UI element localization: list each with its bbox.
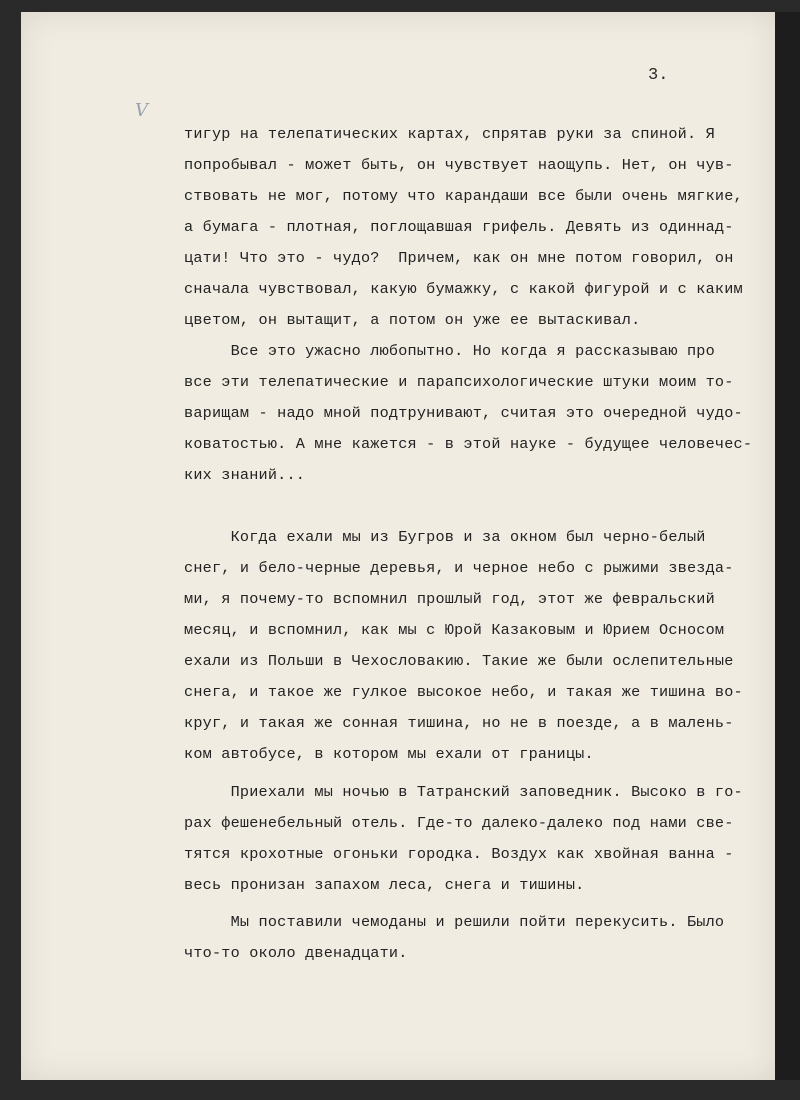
text-line: Все это ужасно любопытно. Но когда я рассказываю про [184,342,715,360]
text-line: Мы поставили чемоданы и решили пойти перекусить. Было [184,913,725,931]
text-line: все эти телепатические и парапсихологические штуки моим то- [184,373,734,391]
text-line: ких знаний... [184,466,306,484]
text-line: цати! Что это - чудо? Причем, как он мне потом говорил, он [184,249,734,267]
text-line: сначала чувствовал, какую бумажку, с какой фигурой и с каким [184,280,743,298]
text-line: снег, и бело-черные деревья, и черное небо с рыжими звезда- [184,559,734,577]
text-line: круг, и такая же сонная тишина, но не в поезде, а в малень- [184,714,734,732]
text-line: попробывал - может быть, он чувствует наощупь. Нет, он чув- [184,156,734,174]
text-line: весь пронизан запахом леса, снега и тишины. [184,876,585,894]
text-line: тятся крохотные огоньки городка. Воздух как хвойная ванна - [184,845,734,863]
page-number: 3. [648,66,669,85]
text-line: ми, я почему-то вспомнил прошлый год, этот же февральский [184,590,715,608]
text-line: месяц, и вспомнил, как мы с Юрой Казаковым и Юрием Осносом [184,621,725,639]
text-line: что-то около двенадцати. [184,944,408,962]
margin-check-mark: V [135,100,148,121]
text-line: Приехали мы ночью в Татранский заповедник. Высоко в го- [184,783,743,801]
scan-border [775,12,800,1080]
text-line: Когда ехали мы из Бугров и за окном был черно-белый [184,528,706,546]
text-line: ком автобусе, в котором мы ехали от границы. [184,745,594,763]
text-line: тигур на телепатических картах, спрятав руки за спиной. Я [184,125,715,143]
text-line: цветом, он вытащит, а потом он уже ее вытаскивал. [184,311,641,329]
text-line: ствовать не мог, потому что карандаши все были очень мягкие, [184,187,743,205]
text-line: рах фешенебельный отель. Где-то далеко-далеко под нами све- [184,814,734,832]
text-line: а бумага - плотная, поглощавшая грифель. Девять из одиннад- [184,218,734,236]
text-line: коватостью. А мне кажется - в этой науке - будущее человечес- [184,435,753,453]
text-line: снега, и такое же гулкое высокое небо, и такая же тишина во- [184,683,743,701]
text-line: ехали из Польши в Чехословакию. Такие же были ослепительные [184,652,734,670]
text-line: варищам - надо мной подтрунивают, считая это очередной чудо- [184,404,743,422]
body-text [184,0,764,1100]
